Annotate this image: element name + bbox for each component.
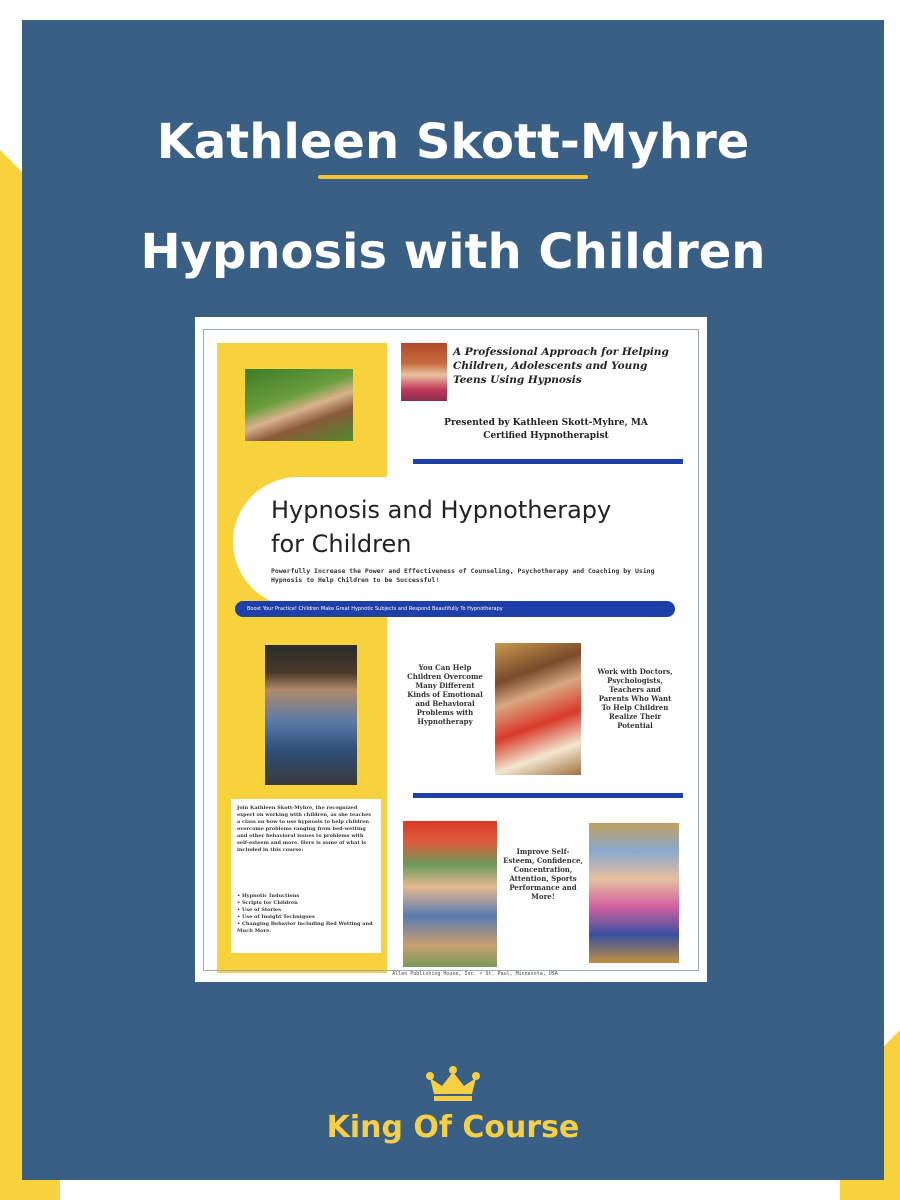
cover-photo-umbrella xyxy=(403,821,497,967)
main-panel xyxy=(22,20,884,1180)
cover-presenter xyxy=(415,417,677,443)
brand-name[interactable]: King Of Course xyxy=(326,1110,580,1145)
cover-main-title xyxy=(271,493,691,561)
cover-title-line1: Hypnosis and Hypnotherapy xyxy=(271,496,612,524)
cover-callout-self-esteem: Improve Self-Esteem, Confidence, Concentration, Attention, Sports Performance and More! xyxy=(503,847,583,901)
cover-photo-gymnasts xyxy=(589,823,679,963)
cover-photo-reading xyxy=(495,643,581,775)
title-divider xyxy=(318,175,588,179)
cover-body-text: Join Kathleen Skott-Myhre, the recognized expert on working with children, as she teaches a class on how to use hypnosis to help children overcome problems ranging from bed-wetting and other behavioral issues to problems with self-esteem and more. Here is some of what is included in this course: xyxy=(237,805,372,853)
cover-banner-text: Boost Your Practice! Children Make Great Hypnotic Subjects and Respond Beautifully To Hypnotherapy xyxy=(247,606,503,612)
cover-bullet: • Hypnotic Inductions xyxy=(237,893,300,899)
cover-bullet: • Use of Stories xyxy=(237,907,282,913)
presenter-name: Presented by Kathleen Skott-Myhre, MA xyxy=(444,418,648,428)
cover-bullet: • Changing Behavior including Bed Wetting and Much More. xyxy=(237,921,373,934)
cover-title-line2: for Children xyxy=(271,530,412,558)
cover-bullet: • Use of Insight Techniques xyxy=(237,914,315,920)
cover-portrait xyxy=(401,343,447,401)
cover-blue-rule-mid xyxy=(413,793,683,798)
cover-blue-rule-top xyxy=(413,459,683,464)
cover-subtitle: Powerfully Increase the Power and Effectiveness of Counseling, Psychotherapy and Coaching by Using Hypnosis to Help Children to be Successful! xyxy=(271,567,655,584)
cover-photo-children-grass xyxy=(245,369,353,441)
cover-footer: Allen Publishing House, Inc. • St. Paul, Minnesota, USA xyxy=(392,971,558,977)
crown-icon xyxy=(424,1064,482,1104)
cover-tagline: A Professional Approach for Helping Children, Adolescents and Young Teens Using Hypnosis xyxy=(453,346,669,386)
cover-callout-professionals: Work with Doctors, Psychologists, Teachers and Parents Who Want To Help Children Realize Their Potential xyxy=(597,667,673,730)
cover-bullet-list xyxy=(237,893,375,935)
presenter-credential: Certified Hypnotherapist xyxy=(483,431,609,441)
cover-photo-cowboys xyxy=(265,645,357,785)
course-title: Hypnosis with Children xyxy=(140,224,766,280)
cover-bullet: • Scripts for Children xyxy=(237,900,298,906)
author-name: Kathleen Skott-Myhre xyxy=(156,114,750,170)
cover-callout-emotional: You Can Help Children Overcome Many Different Kinds of Emotional and Behavioral Problems with Hypnotherapy xyxy=(407,663,483,726)
course-cover-image xyxy=(195,317,707,982)
